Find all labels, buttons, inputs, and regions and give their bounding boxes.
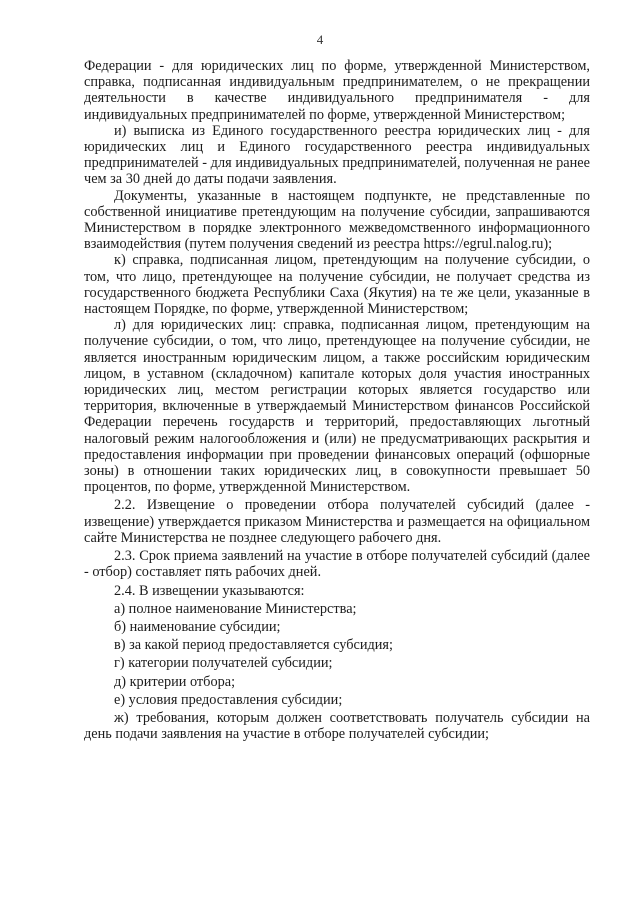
paragraph-documents-note: Документы, указанные в настоящем подпункте, не представленные по собственной инициативе претендующим на получение субсидии, запрашиваются Министерством в порядке электронного межведомственного информационного взаимодействия (путем получения сведений из реестра https://egrul.nalog.ru); (84, 187, 590, 253)
list-item-g: г) категории получателей субсидии; (114, 655, 333, 672)
paragraph-item-k: к) справка, подписанная лицом, претендующим на получение субсидии, о том, что лицо, претендующее на получение субсидии, не получает средства из государственного бюджета Республики Саха (Якутия) на те же цели, указанные в настоящем Порядке, по форме, утвержденной Министерством; (84, 252, 590, 318)
paragraph-2-3: 2.3. Срок приема заявлений на участие в отборе получателей субсидий (далее - отбор) составляет пять рабочих дней. (84, 548, 590, 581)
list-item-a: а) полное наименование Министерства; (114, 600, 357, 617)
list-item-d: д) критерии отбора; (114, 673, 236, 690)
list-item-zh: ж) требования, которым должен соответствовать получатель субсидии на день подачи заявления на участие в отборе получателей субсидии; (84, 709, 590, 743)
list-item-b: б) наименование субсидии; (114, 618, 281, 635)
paragraph-2-4: 2.4. В извещении указываются: (114, 582, 305, 599)
list-item-v: в) за какой период предоставляется субсидия; (114, 637, 393, 654)
page-number: 4 (316, 32, 324, 47)
document-body (84, 58, 590, 742)
paragraph-item-i: и) выписка из Единого государственного реестра юридических лиц - для юридических лиц и Единого государственного реестра индивидуальных предпринимателей - для индивидуальных предпринимателей, полученная не ранее чем за 30 дней до даты подачи заявления. (84, 122, 590, 188)
list-item-e: е) условия предоставления субсидии; (114, 691, 343, 708)
paragraph-2-2: 2.2. Извещение о проведении отбора получателей субсидий (далее - извещение) утверждается приказом Министерства и размещается на официальном сайте Министерства не позднее следующего рабочего дня. (84, 497, 590, 546)
paragraph-continuation: Федерации - для юридических лиц по форме, утвержденной Министерством, справка, подписанная индивидуальным предпринимателем, о не прекращении деятельности в качестве индивидуального предпринимателя - для индивидуальных предпринимателей по форме, утвержденной Министерством; (84, 58, 590, 123)
paragraph-item-l: л) для юридических лиц: справка, подписанная лицом, претендующим на получение субсидии, о том, что лицо, претендующее на получение субсидии, не является иностранным юридическим лицом, а также российским юридическим лицом, в уставном (складочном) капитале которых доля участия иностранных юридических лиц, местом регистрации которых является государство или территория, включенные в утверждаемый Министерством финансов Российской Федерации перечень государств и территорий, предоставляющих льготный налоговый режим налогообложения и (или) не предусматривающих раскрытия и предоставления информации при проведении финансовых операций (офшорные зоны) в отношении таких юридических лиц, в совокупности превышает 50 процентов, по форме, утвержденной Министерством. (84, 317, 590, 496)
